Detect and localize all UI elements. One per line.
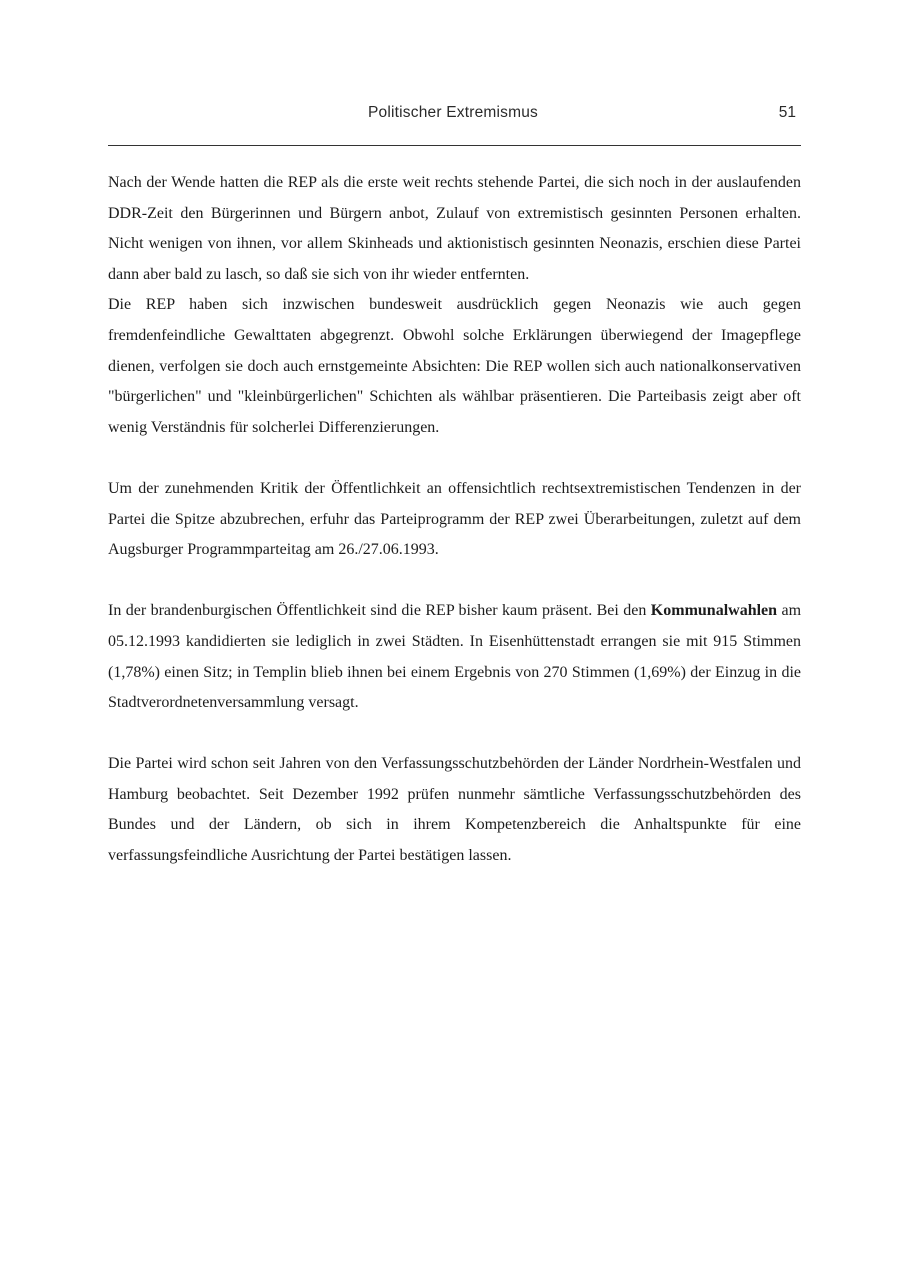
paragraph-kommunalwahlen	[108, 596, 801, 718]
body-text	[108, 168, 801, 872]
paragraph-verfassungsschutz: Die Partei wird schon seit Jahren von den Verfassungsschutzbehörden der Länder Nordrhein-Westfalen und Hamburg beobachtet. Seit Dezember 1992 prüfen nunmehr sämtliche Verfassungsschutzbehörden des Bundes und der Ländern, ob sich in ihrem Kompetenzbereich die Anhaltspunkte für eine verfassungsfeindliche Ausrichtung der Partei bestätigen lassen.	[108, 755, 801, 865]
page-number: 51	[778, 104, 796, 121]
paragraph-abgrenzung: Die REP haben sich inzwischen bundesweit ausdrücklich gegen Neonazis wie auch gegen fremdenfeindliche Gewalttaten abgegrenzt. Obwohl solche Erklärungen überwiegend der Imagepflege dienen, verfolgen sie doch auch ernstgemeinte Absichten: Die REP wollen sich auch nationalkonservativen "bürgerlichen" und "kleinbürgerlichen" Schichten als wählbar präsentieren. Die Parteibasis zeigt aber oft wenig Verständnis für solcherlei Differenzierungen.	[108, 296, 801, 436]
header-rule	[108, 145, 801, 146]
kommunalwahlen-text-before: In der brandenburgischen Öffentlichkeit sind die REP bisher kaum präsent. Bei den	[108, 602, 651, 620]
paragraph-parteiprogramm: Um der zunehmenden Kritik der Öffentlichkeit an offensichtlich rechtsextremistischen Tendenzen in der Partei die Spitze abzubrechen, erfuhr das Parteiprogramm der REP zwei Überarbeitungen, zuletzt auf dem Augsburger Programmparteitag am 26./27.06.1993.	[108, 479, 801, 559]
kommunalwahlen-bold-term: Kommunalwahlen	[650, 602, 778, 620]
kommunalwahlen-text-after: am 05.12.1993 kandidierten sie lediglich in zwei Städten. In Eisenhüttenstadt errangen sie mit 915 Stimmen (1,78%) einen Sitz; in Templin blieb ihnen bei einem Ergebnis von 270 Stimmen (1,69%) der Einzug in die Stadtverordnetenversammlung versagt.	[108, 602, 802, 712]
running-header	[108, 104, 798, 128]
paragraph-wende: Nach der Wende hatten die REP als die erste weit rechts stehende Partei, die sich noch in der auslaufenden DDR-Zeit den Bürgerinnen und Bürgern anbot, Zulauf von extremistisch gesinnten Personen erhalten. Nicht wenigen von ihnen, vor allem Skinheads und aktionistisch gesinnten Neonazis, erschien diese Partei dann aber bald zu lasch, so daß sie sich von ihr wieder entfernten.	[108, 174, 801, 283]
running-title: Politischer Extremismus	[368, 104, 538, 121]
